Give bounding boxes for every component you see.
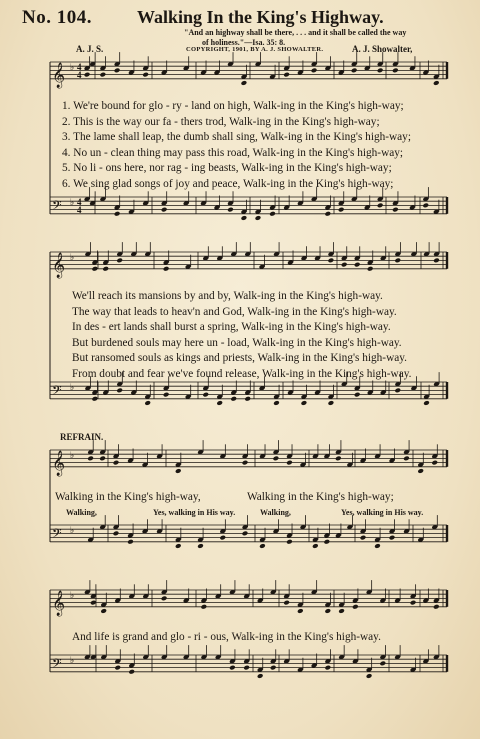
note-head (379, 661, 386, 667)
note-head (99, 456, 106, 462)
note-head (100, 608, 107, 614)
note-head (392, 68, 399, 74)
note-head (410, 600, 417, 606)
note-head (377, 68, 384, 74)
note-head (114, 211, 121, 217)
refrain-lyric-1: Walking in the King's high-way, (55, 491, 201, 503)
note-head (114, 665, 121, 671)
bass-clef: 𝄢 (52, 525, 62, 544)
note-head (433, 258, 440, 264)
note-head (360, 535, 367, 541)
treble-clef: 𝄞 (52, 252, 66, 278)
note-head (257, 673, 264, 679)
note-head (175, 543, 182, 549)
note-head (243, 665, 250, 671)
note-head (142, 72, 149, 78)
note-head (341, 262, 348, 268)
verse-line: 6. We sing glad songs of joy and peace, Walk-ing in the King's high-way; (62, 177, 394, 190)
note-head (87, 456, 94, 462)
note-head (338, 207, 345, 213)
key-signature: ♭ (70, 382, 75, 392)
note-head (128, 669, 135, 675)
note-head (201, 604, 208, 610)
bass-lyric: Yes, walking in His way. (341, 508, 424, 517)
note-head (324, 608, 331, 614)
note-head (431, 460, 438, 466)
note-head (423, 400, 430, 406)
note-head (269, 211, 276, 217)
verse-line: The way that leads to heav'n and God, Walk-ing in the King's high-way. (72, 305, 397, 318)
note-head (273, 400, 280, 406)
note-head (259, 543, 266, 549)
note-head (270, 665, 277, 671)
key-signature: ♭ (70, 590, 75, 600)
note-head (324, 665, 331, 671)
note-head (392, 207, 399, 213)
note-head (335, 456, 342, 462)
note-head (244, 396, 251, 402)
note-head (242, 460, 249, 466)
note-head (354, 392, 361, 398)
treble-clef: 𝄞 (52, 62, 66, 88)
note-head (230, 396, 237, 402)
note-head (255, 215, 262, 221)
verse-line: 1. We're bound for glo - ry - land on high, Walk-ing in the King's high-way; (62, 100, 404, 112)
note-head (241, 215, 248, 221)
verse-line: 4. No un - clean thing may pass this road, Walk-ing in the King's high-way; (62, 146, 404, 159)
note-head (328, 258, 335, 264)
note-head (116, 258, 123, 264)
note-head (286, 460, 293, 466)
note-head (161, 207, 168, 213)
verse-line: In des - ert lands shall burst a spring, Walk-ing in the King's high-way. (72, 321, 391, 333)
note-head (113, 460, 120, 466)
treble-clef: 𝄞 (52, 450, 66, 476)
note-head (163, 266, 170, 272)
time-signature: 4 (77, 205, 82, 215)
note-head (92, 396, 99, 402)
note-head (422, 203, 429, 209)
key-signature: ♭ (70, 655, 75, 665)
note-head (114, 68, 121, 74)
note-head (352, 604, 359, 610)
copyright-notice: COPYRIGHT, 1901, BY A. J. SHOWALTER. (186, 46, 324, 53)
time-signature: 4 (77, 197, 82, 207)
note-head (338, 608, 345, 614)
composer-credit: A. J. Showalter, (352, 44, 413, 54)
note-head (301, 400, 308, 406)
note-head (100, 72, 107, 78)
hymn-number: No. 104. (22, 7, 92, 28)
note-head (202, 392, 209, 398)
bass-clef: 𝄢 (52, 655, 62, 674)
note-head (367, 266, 374, 272)
verses-first-half (62, 99, 411, 192)
treble-clef: 𝄞 (52, 590, 66, 616)
note-head (417, 468, 424, 474)
note-head (92, 266, 99, 272)
note-head (161, 596, 168, 602)
key-signature: ♭ (70, 197, 75, 207)
note-head (197, 543, 204, 549)
note-head (354, 262, 361, 268)
quote-line-2: of holiness."—Isa. 35: 8. (202, 37, 286, 47)
note-head (102, 266, 109, 272)
note-head (227, 207, 234, 213)
note-head (389, 535, 396, 541)
note-head (127, 539, 134, 545)
note-head (241, 80, 248, 86)
bass-lyric: Yes, walking in His way. (153, 508, 236, 517)
bass-lyric: Walking, (260, 508, 291, 517)
verse-line: 3. The lame shall leap, the dumb shall sing, Walk-ing in the King's high-way; (62, 131, 411, 143)
note-head (433, 80, 440, 86)
note-head (163, 392, 170, 398)
note-head (283, 72, 290, 78)
note-head (351, 68, 358, 74)
key-signature: ♭ (70, 252, 75, 262)
note-head (374, 543, 381, 549)
verse-line: From doubt and fear we've found release, Walk-ing in the King's high-way. (72, 367, 412, 380)
verse-line: But burdened souls may here un - load, Walk-ing in the King's high-way. (72, 336, 402, 349)
note-head (116, 388, 123, 394)
note-head (283, 600, 290, 606)
note-head (311, 68, 318, 74)
hymn-title: Walking In the King's Highway. (137, 7, 384, 27)
lyricist-credit: A. J. S. (76, 44, 104, 54)
verse-line: 2. This is the way our fa - thers trod, Walk-ing in the King's high-way; (62, 115, 380, 128)
verse-line: But ransomed souls as kings and priests, Walk-ing in the King's high-way. (72, 352, 407, 364)
bass-clef: 𝄢 (52, 382, 62, 401)
time-signature: 4 (77, 62, 82, 72)
key-signature: ♭ (70, 525, 75, 535)
note-head (216, 400, 223, 406)
note-head (433, 604, 440, 610)
note-head (324, 211, 331, 217)
quote-line-1: "And an highway shall be there, . . . and it shall be called the way (184, 28, 407, 37)
note-head (366, 673, 373, 679)
key-signature: ♭ (70, 450, 75, 460)
verse-line: 5. No li - ons here, nor rag - ing beasts, Walk-ing in the King's high-way; (62, 162, 392, 174)
note-head (229, 665, 236, 671)
note-head (312, 543, 319, 549)
note-head (394, 388, 401, 394)
time-signature: 4 (77, 70, 82, 80)
bass-clef: 𝄢 (52, 197, 62, 216)
note-head (242, 531, 249, 537)
note-head (286, 539, 293, 545)
note-head (403, 456, 410, 462)
key-signature: ♭ (70, 62, 75, 72)
bass-lyric: Walking, (66, 508, 97, 517)
note-head (394, 258, 401, 264)
refrain-label: REFRAIN. (60, 432, 104, 442)
refrain-final-line: And life is grand and glo - ri - ous, Walk-ing in the King's high-way. (72, 631, 381, 643)
note-head (113, 531, 120, 537)
note-head (175, 468, 182, 474)
verses-second-half (72, 289, 411, 382)
note-head (297, 608, 304, 614)
note-head (328, 400, 335, 406)
note-head (377, 203, 384, 209)
note-head (84, 72, 91, 78)
refrain-lyric-2: Walking in the King's high-way; (247, 491, 394, 503)
note-head (219, 535, 226, 541)
note-head (324, 539, 331, 545)
verse-line: We'll reach its mansions by and by, Walk-ing in the King's high-way. (72, 290, 383, 302)
note-head (144, 400, 151, 406)
note-head (273, 456, 280, 462)
